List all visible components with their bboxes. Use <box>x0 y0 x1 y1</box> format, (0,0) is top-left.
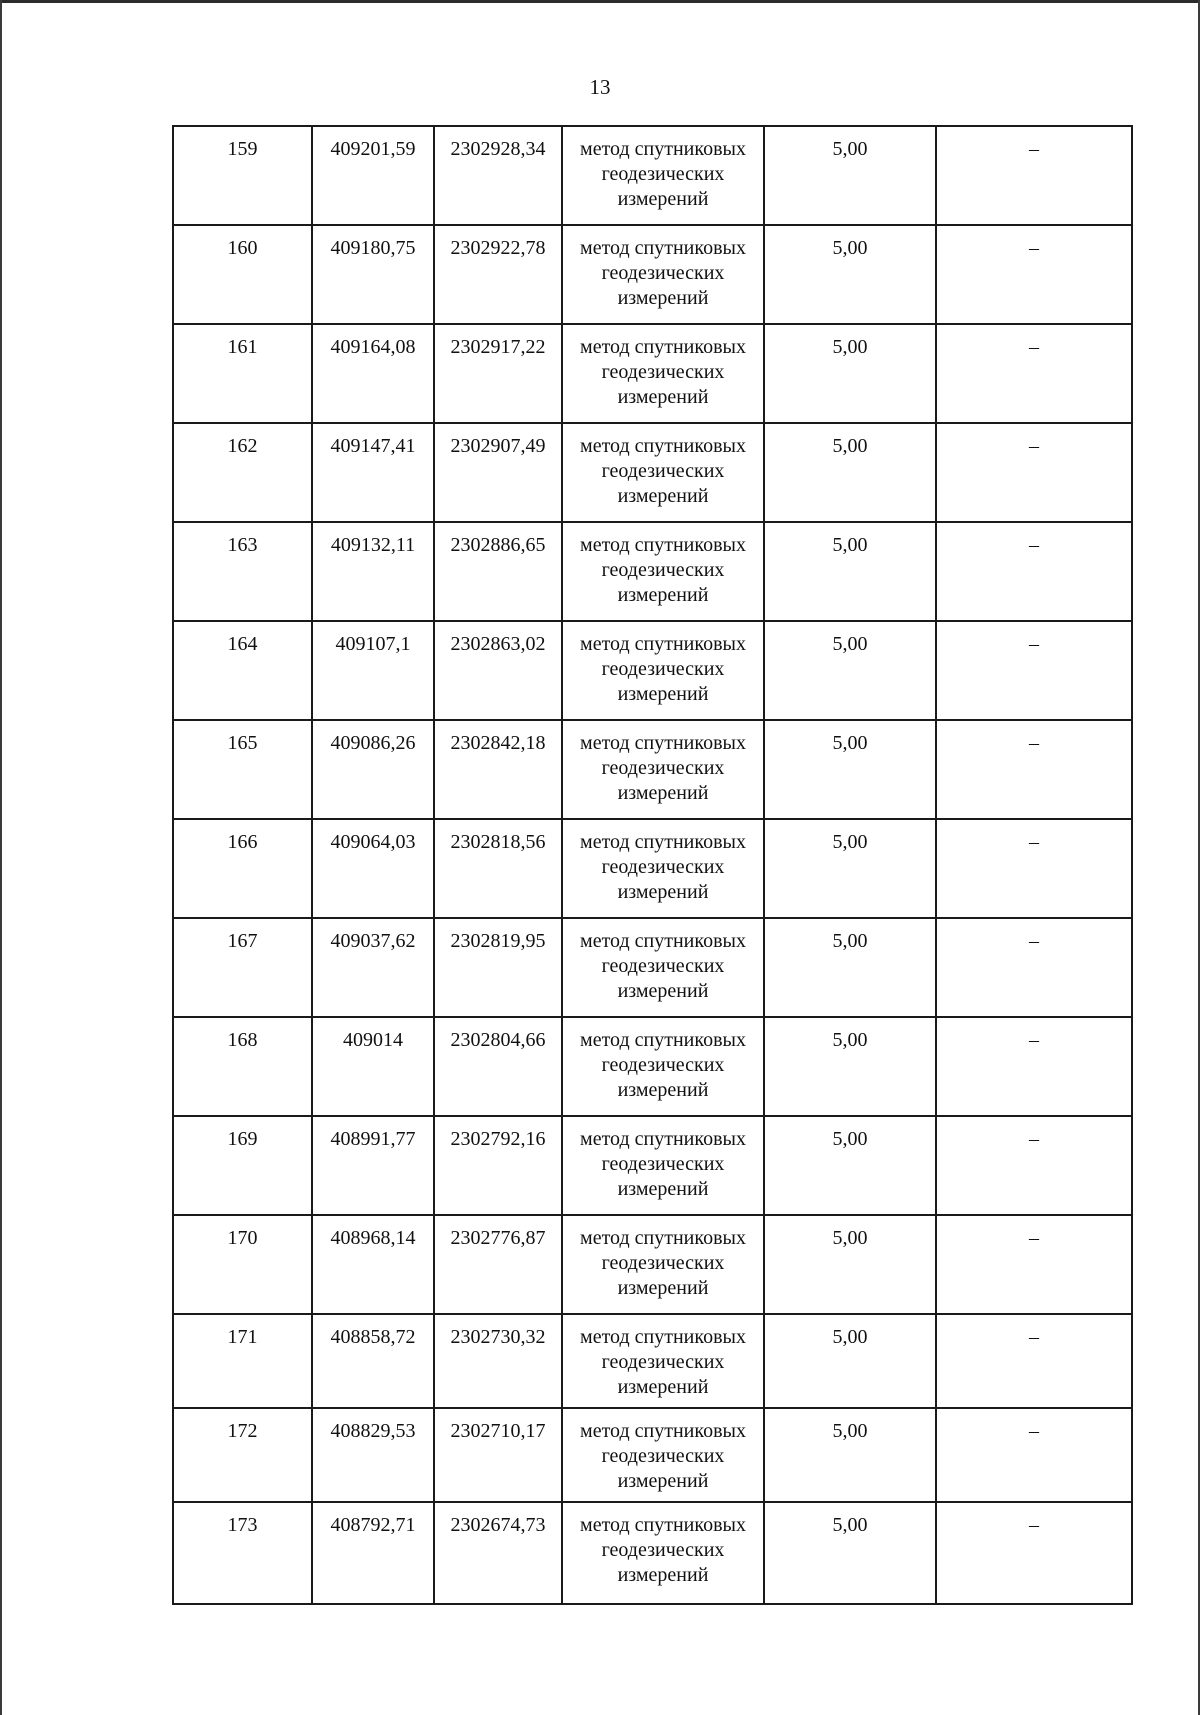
x-coordinate-cell: 409164,08 <box>312 324 434 423</box>
method-cell: метод спутниковых геодезических измерений <box>562 324 764 423</box>
point-number-cell: 161 <box>173 324 312 423</box>
y-coordinate-cell: 2302710,17 <box>434 1408 562 1502</box>
scan-edge-top <box>0 0 1200 3</box>
note-cell: – <box>936 423 1132 522</box>
accuracy-cell: 5,00 <box>764 1116 936 1215</box>
x-coordinate-cell: 408858,72 <box>312 1314 434 1408</box>
accuracy-cell: 5,00 <box>764 225 936 324</box>
accuracy-cell: 5,00 <box>764 1408 936 1502</box>
note-cell: – <box>936 324 1132 423</box>
table-row <box>173 1215 1132 1314</box>
method-cell: метод спутниковых геодезических измерений <box>562 522 764 621</box>
note-cell: – <box>936 522 1132 621</box>
table-row <box>173 522 1132 621</box>
table-row <box>173 423 1132 522</box>
note-cell: – <box>936 918 1132 1017</box>
y-coordinate-cell: 2302917,22 <box>434 324 562 423</box>
y-coordinate-cell: 2302792,16 <box>434 1116 562 1215</box>
point-number-cell: 170 <box>173 1215 312 1314</box>
accuracy-cell: 5,00 <box>764 126 936 225</box>
coordinates-table <box>172 125 1133 1605</box>
accuracy-cell: 5,00 <box>764 423 936 522</box>
note-cell: – <box>936 1215 1132 1314</box>
method-cell: метод спутниковых геодезических измерений <box>562 819 764 918</box>
table-row <box>173 1408 1132 1502</box>
y-coordinate-cell: 2302842,18 <box>434 720 562 819</box>
table-row <box>173 1314 1132 1408</box>
accuracy-cell: 5,00 <box>764 1314 936 1408</box>
x-coordinate-cell: 409014 <box>312 1017 434 1116</box>
point-number-cell: 172 <box>173 1408 312 1502</box>
y-coordinate-cell: 2302674,73 <box>434 1502 562 1604</box>
method-cell: метод спутниковых геодезических измерений <box>562 621 764 720</box>
point-number-cell: 165 <box>173 720 312 819</box>
table-row <box>173 1017 1132 1116</box>
table-row <box>173 1502 1132 1604</box>
x-coordinate-cell: 409037,62 <box>312 918 434 1017</box>
point-number-cell: 171 <box>173 1314 312 1408</box>
accuracy-cell: 5,00 <box>764 324 936 423</box>
method-cell: метод спутниковых геодезических измерений <box>562 1408 764 1502</box>
table-row <box>173 324 1132 423</box>
method-cell: метод спутниковых геодезических измерений <box>562 225 764 324</box>
x-coordinate-cell: 408829,53 <box>312 1408 434 1502</box>
point-number-cell: 164 <box>173 621 312 720</box>
y-coordinate-cell: 2302928,34 <box>434 126 562 225</box>
y-coordinate-cell: 2302922,78 <box>434 225 562 324</box>
x-coordinate-cell: 409064,03 <box>312 819 434 918</box>
accuracy-cell: 5,00 <box>764 522 936 621</box>
note-cell: – <box>936 819 1132 918</box>
point-number-cell: 160 <box>173 225 312 324</box>
method-cell: метод спутниковых геодезических измерений <box>562 1215 764 1314</box>
note-cell: – <box>936 1408 1132 1502</box>
table-row <box>173 225 1132 324</box>
note-cell: – <box>936 720 1132 819</box>
note-cell: – <box>936 621 1132 720</box>
note-cell: – <box>936 126 1132 225</box>
table-row <box>173 1116 1132 1215</box>
page-number: 13 <box>589 75 611 99</box>
point-number-cell: 166 <box>173 819 312 918</box>
accuracy-cell: 5,00 <box>764 1502 936 1604</box>
note-cell: – <box>936 1017 1132 1116</box>
y-coordinate-cell: 2302907,49 <box>434 423 562 522</box>
note-cell: – <box>936 1116 1132 1215</box>
method-cell: метод спутниковых геодезических измерений <box>562 918 764 1017</box>
point-number-cell: 168 <box>173 1017 312 1116</box>
y-coordinate-cell: 2302818,56 <box>434 819 562 918</box>
x-coordinate-cell: 408968,14 <box>312 1215 434 1314</box>
accuracy-cell: 5,00 <box>764 720 936 819</box>
note-cell: – <box>936 225 1132 324</box>
point-number-cell: 173 <box>173 1502 312 1604</box>
table-row <box>173 918 1132 1017</box>
point-number-cell: 159 <box>173 126 312 225</box>
accuracy-cell: 5,00 <box>764 1017 936 1116</box>
x-coordinate-cell: 409086,26 <box>312 720 434 819</box>
y-coordinate-cell: 2302819,95 <box>434 918 562 1017</box>
table-row <box>173 126 1132 225</box>
x-coordinate-cell: 409147,41 <box>312 423 434 522</box>
point-number-cell: 169 <box>173 1116 312 1215</box>
table-row <box>173 819 1132 918</box>
scan-edge-left <box>0 0 2 1715</box>
table-row <box>173 621 1132 720</box>
method-cell: метод спутниковых геодезических измерений <box>562 1314 764 1408</box>
method-cell: метод спутниковых геодезических измерений <box>562 423 764 522</box>
method-cell: метод спутниковых геодезических измерений <box>562 720 764 819</box>
method-cell: метод спутниковых геодезических измерений <box>562 1116 764 1215</box>
y-coordinate-cell: 2302776,87 <box>434 1215 562 1314</box>
y-coordinate-cell: 2302804,66 <box>434 1017 562 1116</box>
note-cell: – <box>936 1502 1132 1604</box>
method-cell: метод спутниковых геодезических измерений <box>562 1017 764 1116</box>
point-number-cell: 167 <box>173 918 312 1017</box>
x-coordinate-cell: 409180,75 <box>312 225 434 324</box>
method-cell: метод спутниковых геодезических измерений <box>562 126 764 225</box>
y-coordinate-cell: 2302730,32 <box>434 1314 562 1408</box>
y-coordinate-cell: 2302886,65 <box>434 522 562 621</box>
x-coordinate-cell: 408792,71 <box>312 1502 434 1604</box>
accuracy-cell: 5,00 <box>764 819 936 918</box>
table-row <box>173 720 1132 819</box>
accuracy-cell: 5,00 <box>764 1215 936 1314</box>
note-cell: – <box>936 1314 1132 1408</box>
accuracy-cell: 5,00 <box>764 621 936 720</box>
point-number-cell: 163 <box>173 522 312 621</box>
method-cell: метод спутниковых геодезических измерений <box>562 1502 764 1604</box>
x-coordinate-cell: 409107,1 <box>312 621 434 720</box>
x-coordinate-cell: 408991,77 <box>312 1116 434 1215</box>
x-coordinate-cell: 409201,59 <box>312 126 434 225</box>
x-coordinate-cell: 409132,11 <box>312 522 434 621</box>
point-number-cell: 162 <box>173 423 312 522</box>
y-coordinate-cell: 2302863,02 <box>434 621 562 720</box>
accuracy-cell: 5,00 <box>764 918 936 1017</box>
